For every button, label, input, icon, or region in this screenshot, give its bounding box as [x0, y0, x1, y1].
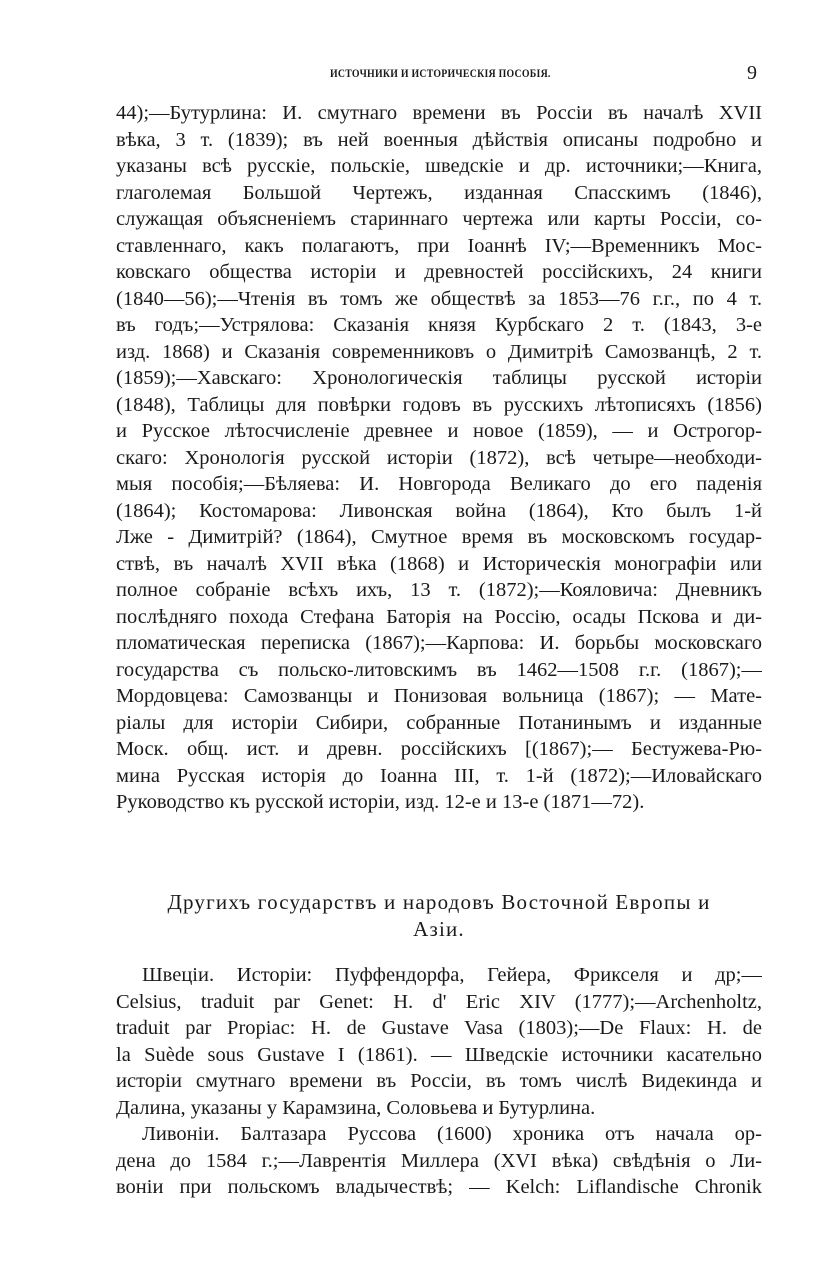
running-title: ИСТОЧНИКИ И ИСТОРИЧЕСКІЯ ПОСОБІЯ. [330, 66, 551, 80]
text-line: скаго: Хронологія русской исторіи (1872), всѣ четыре—необходи- [116, 446, 762, 469]
text-line: въ годъ;—Устрялова: Сказанія князя Курбскаго 2 т. (1843, 3-е [116, 314, 762, 336]
text-line: полное собраніе всѣхъ ихъ, 13 т. (1872);—Кояловича: Дневникъ [116, 579, 762, 601]
text-line: послѣдняго похода Стефана Баторія на Россію, осады Пскова и ди- [116, 605, 762, 628]
text-line: (1848), Таблицы для повѣрки годовъ въ русскихъ лѣтописяхъ (1856) [116, 393, 762, 416]
text-line: пломатическая переписка (1867);—Карпова: И. борьбы московскаго [116, 632, 762, 654]
text-line: Ливоніи. Балтазара Руссова (1600) хроника отъ начала ор- [142, 1123, 762, 1145]
text-line: la Suède sous Gustave I (1861). — Шведскіе источники касательно [116, 1043, 762, 1066]
text-line: Мордовцева: Самозванцы и Понизовая вольница (1867); — Мате- [116, 685, 762, 707]
text-line: Руководство къ русской исторіи, изд. 12-е и 13-е (1871—72). [116, 791, 645, 813]
text-line: глаголемая Большой Чертежъ, изданная Спасскимъ (1846), [116, 181, 762, 204]
text-line: служащая объясненіемъ стариннаго чертежа или карты Россіи, со- [116, 208, 762, 230]
text-line: государства съ польско-литовскимъ въ 1462—1508 г.г. (1867);— [116, 658, 762, 681]
text-line: мыя пособія;—Бѣляева: И. Новгорода Великаго до его паденія [116, 473, 762, 495]
text-line: исторіи смутнаго времени въ Россіи, въ томъ числѣ Видекинда и [116, 1070, 762, 1092]
paragraph-continued [116, 100, 762, 816]
text-line: Далина, указаны у Карамзина, Соловьева и Бутурлина. [116, 1096, 596, 1119]
paragraph-livonia [116, 1121, 762, 1201]
text-line: Celsius, traduit par Genet: H. d' Eric XIV (1777);—Archenholtz, [116, 990, 762, 1013]
section-body [116, 962, 762, 1201]
text-line: traduit par Propiac: H. de Gustave Vasa (1803);—De Flaux: H. de [116, 1017, 762, 1039]
text-line: ріалы для исторіи Сибири, собранные Потанинымъ и изданные [116, 711, 762, 734]
text-line: (1859);—Хавскаго: Хронологическія таблицы русской исторіи [116, 367, 762, 389]
text-line: Моск. общ. ист. и древн. россійскихъ [(1867);— Бестужева-Рю- [116, 738, 762, 760]
text-line: (1840—56);—Чтенія въ томъ же обществѣ за 1853—76 г.г., по 4 т. [116, 287, 762, 310]
text-line: мина Русская исторія до Іоанна III, т. 1-й (1872);—Иловайскаго [116, 764, 762, 787]
text-line: и Русское лѣтосчисленіе древнее и новое (1859), — и Острогор- [116, 420, 762, 442]
text-line: ставленнаго, какъ полагаютъ, при Іоаннѣ IV;—Временникъ Мос- [116, 234, 762, 257]
text-line: ковскаго общества исторіи и древностей россійскихъ, 24 книги [116, 261, 762, 283]
text-line: (1864); Костомарова: Ливонская война (1864), Кто былъ 1-й [116, 499, 762, 522]
text-line: дена до 1584 г.;—Лаврентія Миллера (XVI вѣка) свѣдѣнія о Ли- [116, 1149, 762, 1172]
page-number: 9 [747, 62, 757, 84]
text-line: ствѣ, въ началѣ XVII вѣка (1868) и Историческія монографіи или [116, 552, 762, 575]
text-line: 44);—Бутурлина: И. смутнаго времени въ Россіи въ началѣ XVII [116, 102, 762, 124]
running-head [115, 62, 765, 86]
text-line: указаны всѣ русскіе, польскіе, шведскіе и др. источники;—Книга, [116, 155, 762, 177]
text-line: изд. 1868) и Сказанія современниковъ о Димитріѣ Самозванцѣ, 2 т. [116, 340, 762, 363]
section-heading [116, 889, 762, 943]
text-line: вѣка, 3 т. (1839); въ ней военныя дѣйствія описаны подробно и [116, 128, 762, 151]
text-line: Швеціи. Исторіи: Пуффендорфа, Гейера, Фрикселя и др;— [142, 964, 762, 986]
text-line: Лже - Димитрій? (1864), Смутное время въ московскомъ государ- [116, 526, 762, 548]
heading-line: Другихъ государствъ и народовъ Восточной Европы и [167, 890, 711, 914]
paragraph-sweden [116, 962, 762, 1121]
heading-line: Азіи. [413, 917, 465, 941]
text-line: воніи при польскомъ владычествѣ; — Kelch: Liflandische Chronik [116, 1176, 762, 1198]
